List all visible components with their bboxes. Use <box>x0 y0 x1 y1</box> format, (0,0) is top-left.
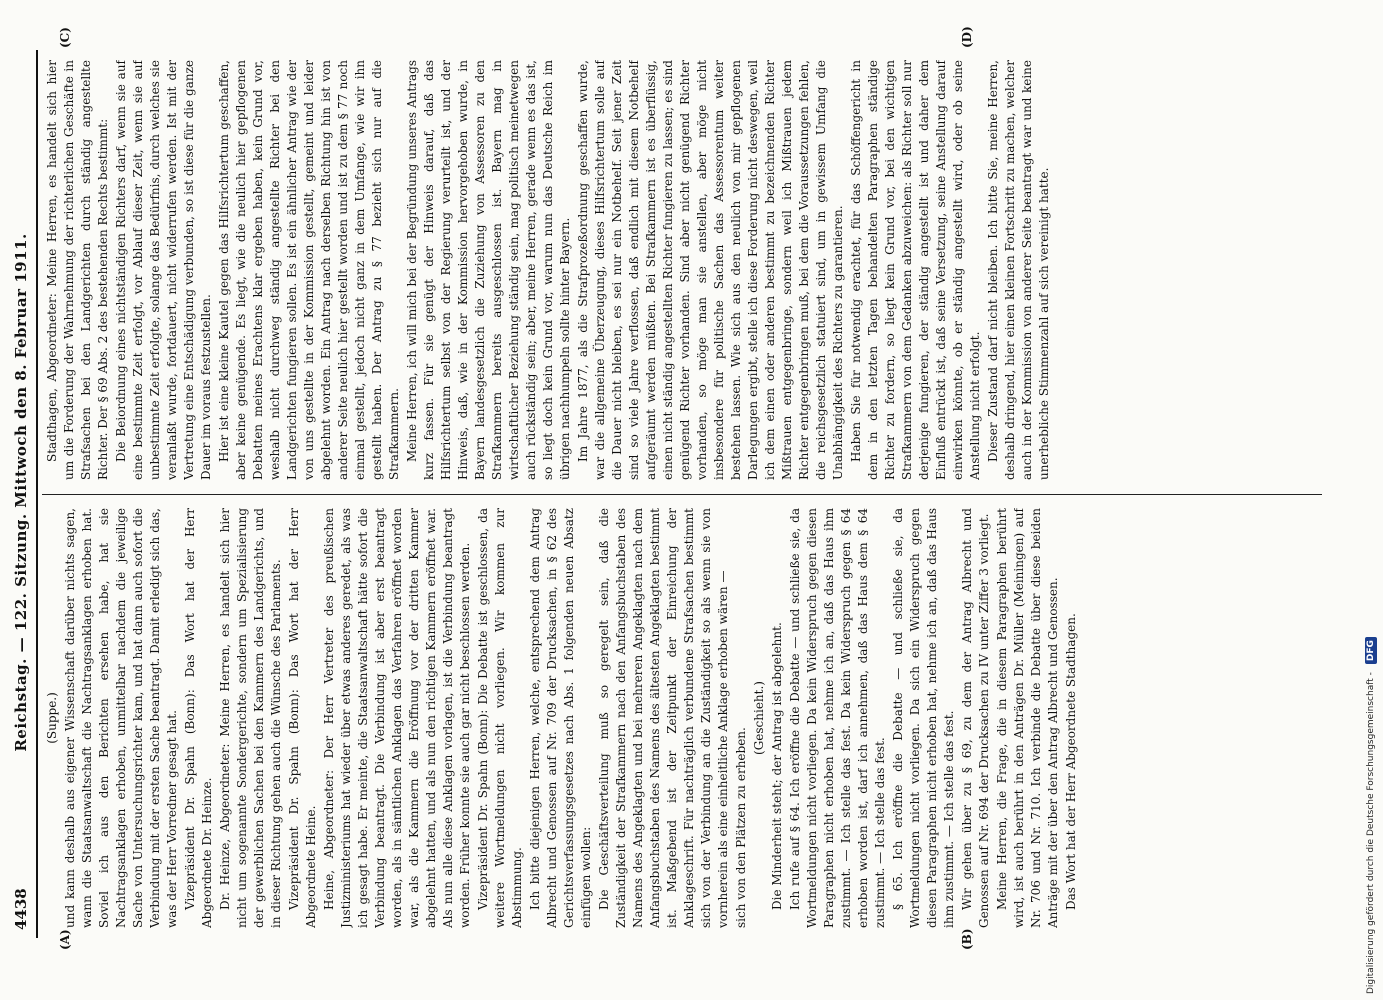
digitization-credit <box>1358 0 1383 1000</box>
paragraph: Hier ist eine kleine Kautel gegen das Hilfsrichtertum geschaffen, aber keine genügende. Es liegt, wie die neulich hier gepflogenen Debatten meines Erachtens klar ergeben haben, kein Grund vor, weshalb nicht durchweg ständig angestellte Richter bei den Landgerichten fungieren sollen. Es ist ein ähnlicher Antrag wie der von uns gestellte in der Kommission gestellt, gemeint und leider abgelehnt worden. Ein Antrag nach derselben Richtung hin ist von anderer Seite neulich hier gestellt worden und ist zu dem § 77 noch einmal gestellt, jedoch nicht ganz in dem Umfange, wie wir ihn gestellt haben. Der Antrag zu § 77 bezieht sich nur auf die Strafkammern. <box>217 60 401 480</box>
paragraph: Heine, Abgeordneter: Der Herr Vertreter des preußischen Justizministeriums hat wieder über etwas anderes geredet, als was ich gesagt habe. Er meinte, die Staatsanwaltschaft hätte sofort die Verbindung beantragt. Die Verbindung ist aber erst beantragt worden, als in sämtlichen Anklagen das Verfahren eröffnet worden war, als die Kammern die Eröffnung vor der dritten Kammer abgelehnt hatten, und als nun den richtigen Kammern eröffnet war. Als nun alle diese Anklagen vorlagen, ist die Verbindung beantragt worden. Früher konnte sie auch gar nicht beschlossen werden. <box>322 508 472 928</box>
paragraph: sich von den Plätzen zu erheben. <box>734 727 748 928</box>
paragraph: Das Wort hat der Herr Abgeordnete Stadthagen. <box>1064 613 1078 910</box>
credit-text: Digitalisierung gefördert durch die Deutsche Forschungsgemeinschaft - <box>1365 672 1376 994</box>
paragraph: Ich bitte diejenigen Herren, welche, entsprechend dem Antrag Albrecht und Genossen auf Nr. 709 der Drucksachen, in § 62 des Gerichtsverfassungsgesetzes nach Abs. 1 folgenden neuen Absatz einfügen wollen: <box>528 508 593 928</box>
paragraph: Ich rufe auf § 64. Ich eröffne die Debatte — und schließe sie, da Wortmeldungen nicht vorliegen. Da kein Widerspruch gegen diesen Paragraphen nicht erhoben hat, nehme ich an, daß das Haus ihm zustimmt. — Ich stelle das fest. Da kein Widerspruch gegen § 64 erhoben worden ist, darf ich annehmen, daß das Haus dem § 64 zustimmt. — Ich stelle das fest. <box>788 508 887 928</box>
paragraph: Haben Sie für notwendig erachtet, für das Schöffengericht in dem in den letzten Tagen behandelten Paragraphen ständige Richter zu fordern, so liegt kein Grund vor, bei den wichtigen Strafkammern von dem Gedanken abzuweichen: als Richter soll nur derjenige fungieren, der ständig angestellt ist und daher dem Einfluß entrückt ist, daß seine Versetzung, seine Anstellung darauf einwirken könnte, ob er ständig angestellt wird, oder ob seine Anstellung nicht erfolgt. <box>849 60 982 480</box>
paragraph: und kann deshalb aus eigener Wissenschaft darüber nichts sagen, wann die Staatsanwaltschaft die Nachtragsanklagen erhoben hat. Soviel ich aus den Berichten ersehen habe, hat sie Nachtragsanklagen erhoben, unmittelbar nachdem die jeweilige Sache von Untersuchungsrichter kam, und hat dann auch sofort die Verbindung mit der ersten Sache beantragt. Damit erledigt sich das, was der Herr Vorredner gesagt hat. <box>63 508 179 928</box>
margin-mark-d: (D) <box>960 26 974 48</box>
dfg-logo: DFG <box>1365 637 1377 664</box>
right-column <box>44 60 1314 480</box>
running-head: Reichstag. — 122. Sitzung. Mittwoch den 8. Februar 1911. <box>12 233 30 752</box>
paragraph: Wir gehen über zu § 69, zu dem der Antrag Albrecht und Genossen auf Nr. 694 der Drucksachen zu IV unter Ziffer 3 vorliegt. <box>960 508 991 928</box>
left-column <box>44 508 1314 928</box>
paragraph: (Suppe.) <box>45 692 59 744</box>
paragraph: Vizepräsident Dr. Spahn (Bonn): Das Wort hat der Herr Abgeordnete Dr. Heinze. <box>183 508 214 928</box>
paragraph: Vizepräsident Dr. Spahn (Bonn): Das Wort hat der Herr Abgeordnete Heine. <box>287 508 318 928</box>
quoted-law: Die Beiordnung eines nichtständigen Richters darf, wenn sie auf eine bestimmte Zeit erfolgt, vor Ablauf dieser Zeit, wenn sie auf unbestimmte Zeit erfolgte, solange das Bedürfnis, durch welches sie veranlaßt wurde, fortdauert, nicht widerrufen werden. Ist mit der Vertretung eine Entschädigung verbunden, so ist diese für die ganze Dauer im voraus festzustellen. <box>114 60 213 480</box>
paragraph: Dieser Zustand darf nicht bleiben. Ich bitte Sie, meine Herren, deshalb dringend, hier einen kleinen Fortschritt zu machen, welcher auch in der Kommission von anderer Seite beantragt war und keine unerhebliche Stimmenzahl auf sich vereinigt hatte. <box>986 60 1051 480</box>
margin-mark-b: (B) <box>960 928 974 950</box>
margin-mark-a: (A) <box>58 929 72 950</box>
stage-direction: (Geschieht.) <box>752 681 766 755</box>
paragraph: Im Jahre 1877, als die Strafprozeßordnung geschaffen wurde, war die allgemeine Überzeugung, dieses Hilfsrichtertum solle auf die Dauer nicht bleiben, es sei nur ein Notbehelf. Seit jener Zeit sind so viele Jahre verflossen, daß endlich mit diesem Notbehelf aufgeräumt werden müßten. Bei Strafkammern ist es überflüssig, einen nicht ständig angestellten Richter fungieren zu lassen; es sind genügend Richter vorhanden. Sind aber nicht genügend Richter vorhanden, so möge man sie anstellen, aber möge nicht insbesondere für politische Sachen das Assessorentum weiter bestehen lassen. Wie sich aus den neulich von mir gepflogenen Darlegungen ergibt, stelle ich diese Forderung nicht deswegen, weil ich dem einen oder anderen bestimmt zu bezeichnenden Richter Mißtrauen entgegenbringe, sondern weil ich Mißtrauen jedem Richter entgegenbringen muß, bei dem die Voraussetzungen fehlen, die reichsgesetzlich statuiert sind, um in gewissem Umfang die Unabhängigkeit des Richters zu garantieren. <box>576 60 845 480</box>
quoted-motion: Die Geschäftsverteilung muß so geregelt sein, daß die Zuständigkeit der Strafkammern nach den Anfangsbuchstaben des Namens des Angeklagten und bei mehreren Angeklagten nach dem Anfangsbuchstaben des Namens des ältesten Angeklagten bestimmt ist. Maßgebend ist der Zeitpunkt der Einreichung der Anklageschrift. Für nachträglich verbundene Strafsachen bestimmt sich von der Verbindung an die Zuständigkeit so als wenn sie von vornherein als eine einheitliche Anklage erhoben wären — <box>597 508 730 928</box>
page-number: 4438 <box>12 888 30 930</box>
paragraph: Vizepräsident Dr. Spahn (Bonn): Die Debatte ist geschlossen, da weitere Wortmeldungen nicht vorliegen. Wir kommen zur Abstimmung. <box>476 508 524 928</box>
paragraph: § 65. Ich eröffne die Debatte — und schließe sie, da Wortmeldungen nicht vorliegen. Da sich ein Widerspruch gegen diesen Paragraphen nicht erhoben hat, nehme ich an, daß das Haus ihm zustimmt. — Ich stelle das fest. <box>891 508 956 928</box>
paragraph: Die Minderheit steht; der Antrag ist abgelehnt. <box>770 622 784 910</box>
paragraph: Meine Herren, die Frage, die in diesem Paragraphen berührt wird, ist auch berührt in den Anträgen Dr. Müller (Meiningen) auf Nr. 706 und Nr. 710. Ich verbinde die Debatte über diese beiden Anträge mit der über den Antrag Albrecht und Genossen. <box>995 508 1060 928</box>
header-rule <box>36 50 38 938</box>
margin-mark-c: (C) <box>58 27 72 48</box>
paragraph: Meine Herren, ich will mich bei der Begründung unseres Antrags kurz fassen. Für sie genügt der Hinweis darauf, daß das Hilfsrichtertum selbst von der Regierung verurteilt ist, und der Hinweis, daß, wie in der Kommission hervorgehoben wurde, in Bayern landesgesetzlich die Zuziehung von Assessoren zu den Strafkammern bereits ausgeschlossen ist. Bayern mag in wirtschaftlicher Beziehung ständig sein, mag politisch meinetwegen auch rückständig sein; aber, meine Herren, gerade wenn es das ist, so liegt doch kein Grund vor, warum nun das Deutsche Reich im übrigen nachhumpeln sollte hinter Bayern. <box>405 60 572 480</box>
page-header <box>8 55 34 930</box>
paragraph: Dr. Heinze, Abgeordneter: Meine Herren, es handelt sich hier nicht um sogenannte Sondergerichte, sondern um Spezialisierung der gewerblichen Sachen bei den Kammern des Landgerichts, und in dieser Richtung gehen auch die Wünsche des Parlaments. <box>218 508 283 928</box>
paragraph: Stadthagen, Abgeordneter: Meine Herren, es handelt sich hier um die Forderung der Wahrnehmung der richterlichen Geschäfte in Strafsachen bei den Landgerichten durch ständig angestellte Richter. Der § 69 Abs. 2 des bestehenden Rechts bestimmt: <box>45 60 110 480</box>
column-divider <box>42 494 1322 495</box>
